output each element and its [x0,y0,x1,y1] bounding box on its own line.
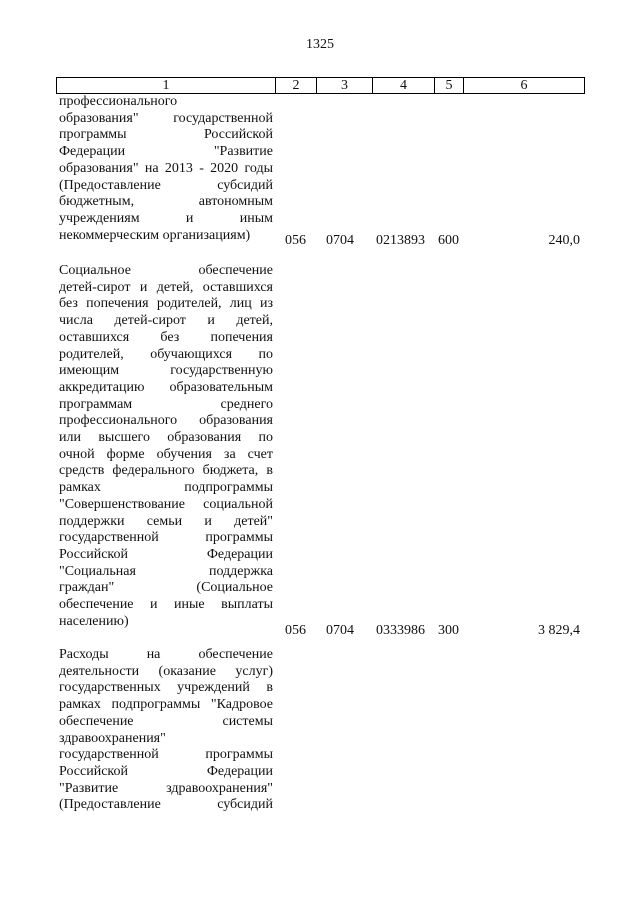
row-description: профессионального образования" государственной программы Российской Федерации "Развитие образования" на 2013 - 2020 годы (Предоставление субсидий бюджетным, автономным учреждениям и иным некоммерческим организациям) [59,94,273,243]
header-col-3: 3 [341,78,348,93]
header-col-6: 6 [520,78,528,93]
header-col-5: 5 [445,78,453,93]
row-description: Социальное обеспечение детей-сирот и детей, оставшихся без попечения родителей, лиц из числа детей-сирот и детей, оставшихся без попечения родителей, обучающихся по имеющим государственную аккредитацию образовательным программам среднего профессионального образования или высшего образования по очной форме обучения за счет средств федерального бюджета, в рамках подпрограммы "Совершенствование социальной поддержки семьи и детей" государственной программы Российской Федерации "Социальная поддержка граждан" (Социальное обеспечение и иные выплаты населению) [59,263,273,629]
header-col-2: 2 [292,78,300,93]
row-col-2: 056 [285,233,306,248]
row-col-4: 0333986 [376,623,425,638]
row-col-3: 0704 [326,623,354,638]
row-col-3: 0704 [326,233,354,248]
row-col-2: 056 [285,623,306,638]
row-col-6: 240,0 [548,233,580,248]
table-header [56,77,585,94]
page-number: 1325 [306,37,334,52]
row-description: Расходы на обеспечение деятельности (оказание услуг) государственных учреждений в рамках подпрограммы "Кадровое обеспечение системы здравоохранения" государственной программы Российской Федерации "Развитие здравоохранения" (Предоставление субсидий [59,647,273,813]
row-col-6: 3 829,4 [538,623,580,638]
header-col-1: 1 [162,78,170,93]
header-col-4: 4 [400,78,407,93]
row-col-5: 600 [438,233,459,248]
row-col-4: 0213893 [376,233,425,248]
row-col-5: 300 [438,623,459,638]
